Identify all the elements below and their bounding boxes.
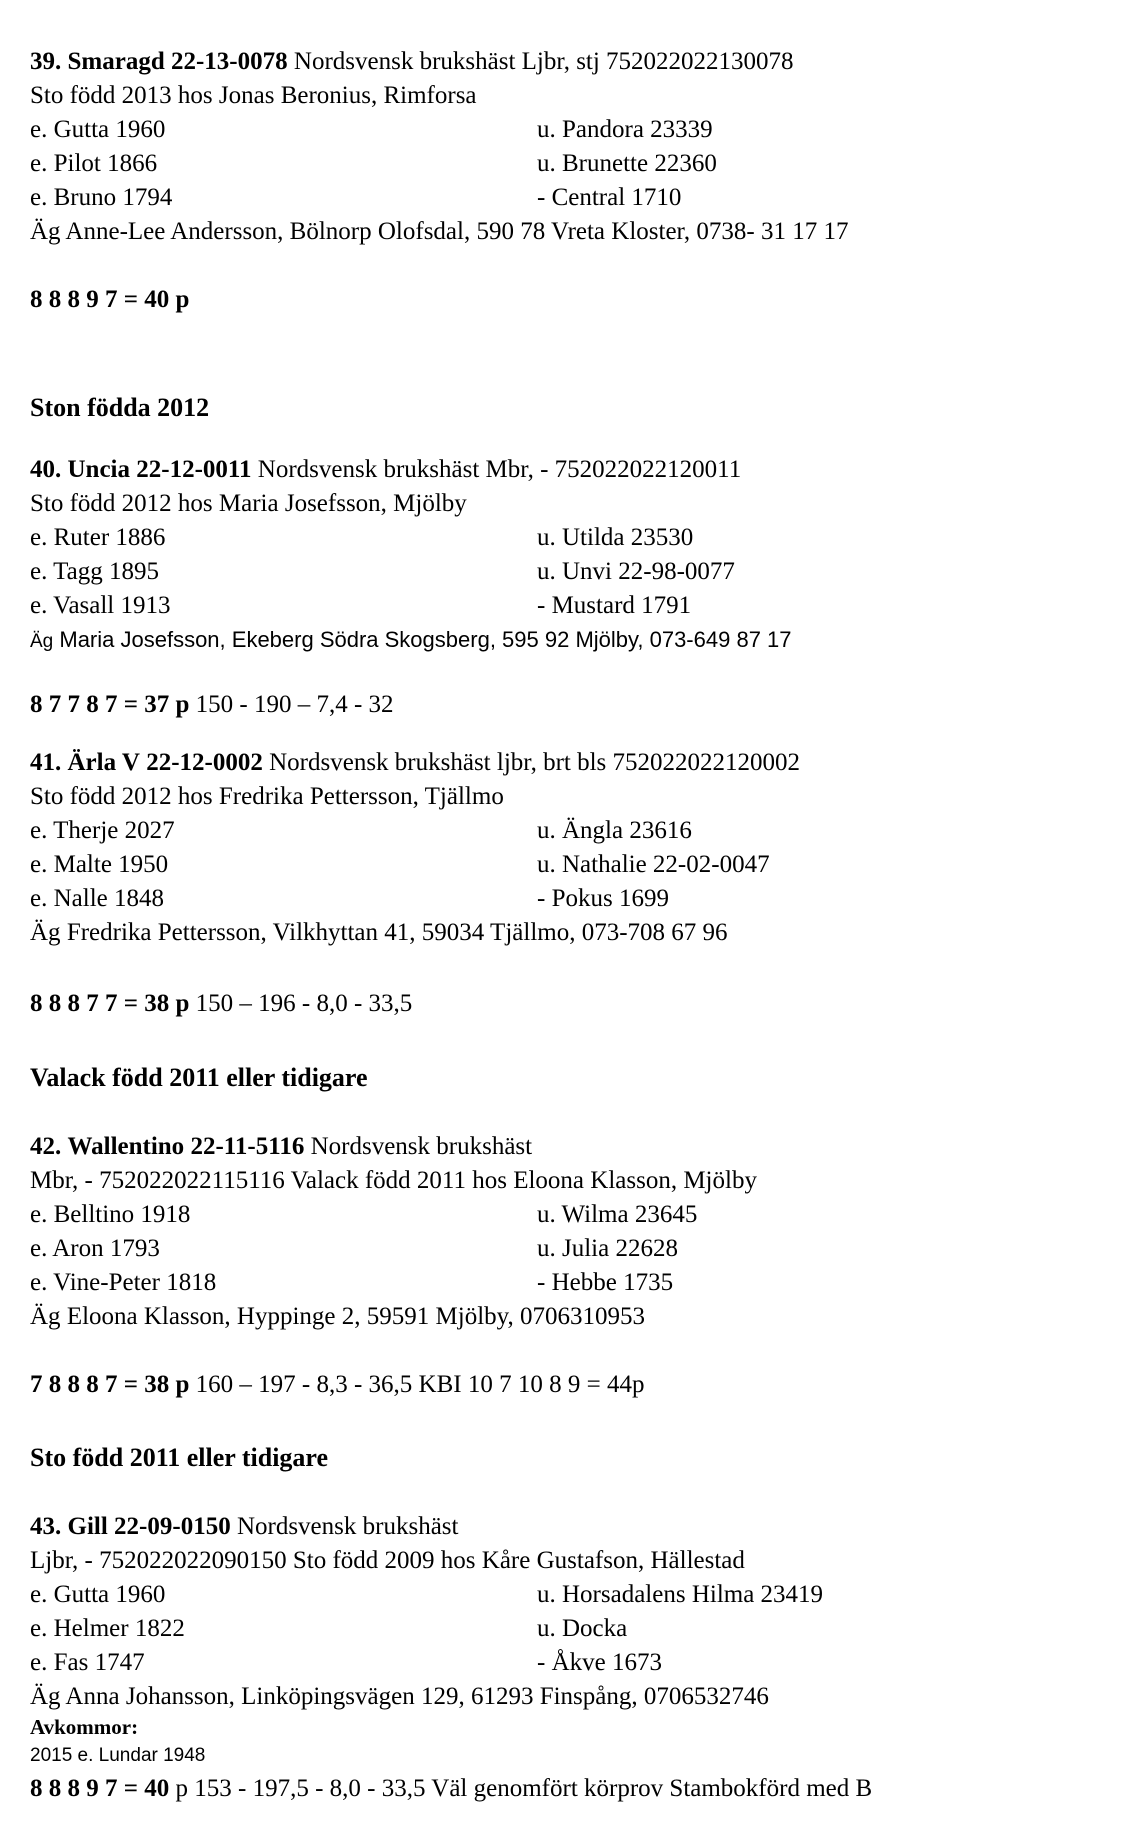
dam-line-3	[537, 593, 691, 623]
sire-name: Nalle 1848	[47, 885, 164, 912]
dam-line-3	[537, 185, 681, 215]
dam-prefix: -	[537, 1649, 546, 1676]
offspring-entry: 2015 e. Lundar 1948	[30, 1745, 206, 1766]
owner-details: Fredrika Pettersson, Vilkhyttan 41, 59034 Tjällmo, 073-708 67 96	[60, 919, 728, 946]
registration-number: 22-13-0078	[170, 48, 288, 75]
sire-prefix: e.	[30, 116, 48, 143]
dam-prefix: u.	[537, 1581, 556, 1608]
owner-line	[30, 219, 848, 249]
sire-line-3	[30, 1650, 145, 1680]
sire-line-1	[30, 1202, 190, 1232]
score-total: 8 8 8 9 7 = 40 p	[30, 286, 190, 313]
registration-number: 22-11-5116	[190, 1133, 305, 1160]
sire-line-2	[30, 1236, 160, 1266]
sire-name: Tagg 1895	[47, 558, 160, 585]
entry-39-birth: Sto född 2013 hos Jonas Beronius, Rimforsa	[30, 82, 477, 109]
section-heading-mares-2012: Ston födda 2012	[30, 393, 210, 422]
dam-prefix: -	[537, 592, 546, 619]
entry-number: 41.	[30, 749, 62, 776]
sire-prefix: e.	[30, 1581, 48, 1608]
owner-prefix: Äg	[30, 218, 61, 245]
sire-prefix: e.	[30, 592, 48, 619]
sire-line-3	[30, 593, 171, 623]
score-measurements: 150 - 190 – 7,4 - 32	[189, 691, 394, 718]
dam-name: Nathalie 22-02-0047	[555, 851, 770, 878]
dam-prefix: -	[537, 184, 546, 211]
score-measurements: 160 – 197 - 8,3 - 36,5 KBI 10 7 10 8 9 = 44p	[189, 1371, 645, 1398]
sire-prefix: e.	[30, 524, 48, 551]
score-measurements: 150 – 196 - 8,0 - 33,5	[189, 990, 413, 1017]
sire-line-2	[30, 1616, 185, 1646]
sire-name: Therje 2027	[47, 817, 175, 844]
dam-line-2	[537, 559, 735, 589]
dam-name: Ängla 23616	[555, 817, 692, 844]
dam-name: Julia 22628	[555, 1235, 678, 1262]
sire-name: Fas 1747	[47, 1649, 145, 1676]
dam-name: Pokus 1699	[545, 885, 669, 912]
sire-name: Ruter 1886	[47, 524, 166, 551]
sire-name: Gutta 1960	[47, 1581, 166, 1608]
dam-line-1	[537, 1202, 697, 1232]
owner-details: Anna Johansson, Linköpingsvägen 129, 61293 Finspång, 0706532746	[60, 1683, 769, 1710]
registration-number: 22-12-0002	[146, 749, 263, 776]
horse-name: Smaragd	[67, 48, 165, 75]
dam-name: Pandora 23339	[555, 116, 713, 143]
horse-name: Wallentino	[67, 1133, 185, 1160]
dam-prefix: u.	[537, 558, 556, 585]
sire-line-1	[30, 1582, 165, 1612]
score-line	[30, 1776, 872, 1806]
score-total: 7 8 8 8 7 = 38 p	[30, 1371, 190, 1398]
breed-info: Nordsvensk brukshäst	[230, 1513, 459, 1540]
owner-prefix: Äg	[30, 919, 61, 946]
owner-prefix: Äg	[30, 631, 54, 652]
dam-name: Horsadalens Hilma 23419	[555, 1581, 824, 1608]
dam-line-2	[537, 151, 717, 181]
dam-line-1	[537, 525, 693, 555]
sire-name: Malte 1950	[47, 851, 169, 878]
entry-number: 40.	[30, 456, 62, 483]
dam-name: Docka	[555, 1615, 628, 1642]
dam-prefix: u.	[537, 1235, 556, 1262]
score-total: 8 8 8 9 7 = 40	[30, 1775, 170, 1802]
sire-name: Vasall 1913	[47, 592, 171, 619]
dam-name: Unvi 22-98-0077	[555, 558, 735, 585]
sire-line-3	[30, 185, 172, 215]
sire-name: Belltino 1918	[47, 1201, 191, 1228]
owner-line	[30, 920, 728, 950]
dam-line-3	[537, 1650, 662, 1680]
score-total: 8 8 8 7 7 = 38 p	[30, 990, 190, 1017]
sire-prefix: e.	[30, 184, 48, 211]
breed-info: Nordsvensk brukshäst Mbr, - 752022022120011	[251, 456, 742, 483]
dam-line-1	[537, 1582, 823, 1612]
sire-name: Gutta 1960	[47, 116, 166, 143]
entry-42-header	[30, 1134, 532, 1164]
score-total: 8 7 7 8 7 = 37 p	[30, 691, 190, 718]
entry-42-birth: Mbr, - 752022022115116 Valack född 2011 hos Eloona Klasson, Mjölby	[30, 1167, 757, 1194]
dam-prefix: u.	[537, 116, 556, 143]
dam-name: Mustard 1791	[545, 592, 692, 619]
sire-line-3	[30, 886, 164, 916]
entry-number: 42.	[30, 1133, 62, 1160]
section-heading-geldings-2011: Valack född 2011 eller tidigare	[30, 1063, 368, 1092]
sire-prefix: e.	[30, 1615, 48, 1642]
dam-line-2	[537, 1236, 678, 1266]
owner-details: Maria Josefsson, Ekeberg Södra Skogsberg, 595 92 Mjölby, 073-649 87 17	[53, 627, 792, 652]
entry-43-birth: Ljbr, - 752022022090150 Sto född 2009 hos Kåre Gustafson, Hällestad	[30, 1547, 745, 1574]
dam-name: Wilma 23645	[555, 1201, 698, 1228]
dam-name: Central 1710	[545, 184, 682, 211]
score-measurements: p 153 - 197,5 - 8,0 - 33,5 Väl genomfört körprov Stambokförd med B	[169, 1775, 873, 1802]
entry-39-header	[30, 49, 794, 79]
owner-details: Anne-Lee Andersson, Bölnorp Olofsdal, 590 78 Vreta Kloster, 0738- 31 17 17	[60, 218, 849, 245]
dam-line-1	[537, 818, 692, 848]
sire-prefix: e.	[30, 1235, 48, 1262]
owner-line	[30, 1304, 645, 1334]
score-line	[30, 287, 189, 317]
entry-40-birth: Sto född 2012 hos Maria Josefsson, Mjölby	[30, 490, 467, 517]
sire-line-1	[30, 818, 175, 848]
sire-name: Aron 1793	[47, 1235, 160, 1262]
dam-name: Utilda 23530	[555, 524, 694, 551]
entry-number: 43.	[30, 1513, 62, 1540]
owner-line	[30, 629, 792, 659]
dam-prefix: u.	[537, 150, 556, 177]
sire-name: Vine-Peter 1818	[47, 1269, 217, 1296]
dam-name: Brunette 22360	[555, 150, 717, 177]
sire-line-2	[30, 559, 159, 589]
dam-line-3	[537, 886, 669, 916]
registration-number: 22-09-0150	[114, 1513, 231, 1540]
sire-name: Helmer 1822	[47, 1615, 185, 1642]
dam-prefix: -	[537, 1269, 546, 1296]
horse-name: Uncia	[67, 456, 130, 483]
entry-number: 39.	[30, 48, 62, 75]
section-heading-mares-2011: Sto född 2011 eller tidigare	[30, 1443, 329, 1472]
breed-info: Nordsvensk brukshäst Ljbr, stj 752022022130078	[287, 48, 794, 75]
dam-prefix: u.	[537, 1201, 556, 1228]
dam-prefix: u.	[537, 851, 556, 878]
dam-line-2	[537, 1616, 627, 1646]
sire-line-1	[30, 117, 165, 147]
dam-prefix: u.	[537, 1615, 556, 1642]
sire-prefix: e.	[30, 851, 48, 878]
sire-prefix: e.	[30, 150, 48, 177]
sire-prefix: e.	[30, 558, 48, 585]
sire-prefix: e.	[30, 1201, 48, 1228]
sire-line-1	[30, 525, 165, 555]
breed-info: Nordsvensk brukshäst ljbr, brt bls 752022022120002	[262, 749, 801, 776]
horse-name: Gill	[67, 1513, 108, 1540]
sire-prefix: e.	[30, 1649, 48, 1676]
breed-info: Nordsvensk brukshäst	[304, 1133, 533, 1160]
owner-line	[30, 1684, 769, 1714]
sire-line-2	[30, 151, 157, 181]
horse-name: Ärla V	[67, 749, 140, 776]
entry-40-header	[30, 457, 741, 487]
entry-41-header	[30, 750, 800, 780]
score-line	[30, 1372, 644, 1402]
sire-prefix: e.	[30, 817, 48, 844]
dam-name: Hebbe 1735	[545, 1269, 674, 1296]
dam-line-2	[537, 852, 770, 882]
score-line	[30, 692, 394, 722]
sire-line-2	[30, 852, 168, 882]
dam-prefix: u.	[537, 817, 556, 844]
sire-prefix: e.	[30, 885, 48, 912]
sire-line-3	[30, 1270, 216, 1300]
dam-line-3	[537, 1270, 673, 1300]
score-line	[30, 991, 412, 1021]
registration-number: 22-12-0011	[136, 456, 252, 483]
entry-43-header	[30, 1514, 458, 1544]
sire-prefix: e.	[30, 1269, 48, 1296]
sire-name: Bruno 1794	[47, 184, 173, 211]
entry-41-birth: Sto född 2012 hos Fredrika Pettersson, Tjällmo	[30, 783, 504, 810]
offspring-label: Avkommor:	[30, 1715, 139, 1739]
owner-prefix: Äg	[30, 1303, 61, 1330]
dam-prefix: -	[537, 885, 546, 912]
sire-name: Pilot 1866	[47, 150, 158, 177]
owner-prefix: Äg	[30, 1683, 61, 1710]
dam-line-1	[537, 117, 713, 147]
dam-name: Åkve 1673	[545, 1649, 662, 1676]
dam-prefix: u.	[537, 524, 556, 551]
owner-details: Eloona Klasson, Hyppinge 2, 59591 Mjölby, 0706310953	[60, 1303, 646, 1330]
